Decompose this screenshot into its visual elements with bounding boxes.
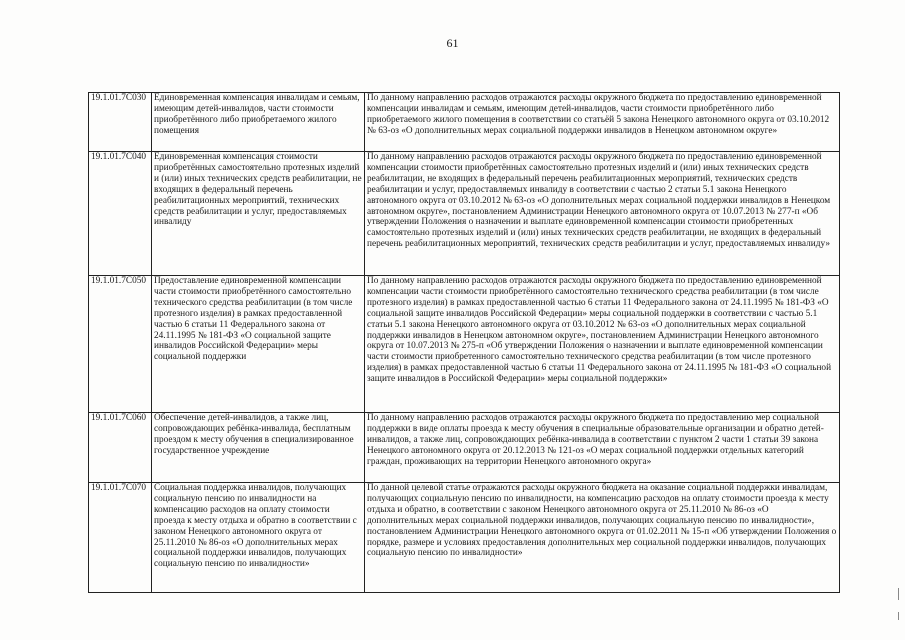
table-row bbox=[89, 276, 840, 413]
scan-edge-mark bbox=[898, 612, 899, 620]
target-item-description: По данному направлению расходов отражаются расходы окружного бюджета по предоставлению единовременной компенсации инвалидам и семьям, имеющим детей-инвалидов, части стоимости приобретённого либо приобретаемого жилого помещения в соответствии со статьёй 5 закона Ненецкого автономного округа от 03.10.2012 № 63-оз «О дополнительных мерах социальной поддержки инвалидов в Ненецком автономном округе» bbox=[365, 93, 840, 152]
scan-edge-mark bbox=[898, 588, 899, 600]
target-item-description: По данной целевой статье отражаются расходы окружного бюджета на оказание социальной поддержки инвалидам, получающих социальную пенсию по инвалидности, на компенсацию расходов на оплату стоимости проезда к месту отдыха и обратно, в соответствии с законом Ненецкого автономного округа от 25.11.2010 № 86-оз «О дополнительных мерах социальной поддержки инвалидов, получающих социальную пенсию по инвалидности», постановлением Администрации Ненецкого автономного округа от 01.02.2011 № 15-п «Об утверждении Положения о порядке, размере и условиях предоставления дополнительных мер социальной поддержки инвалидов, получающих социальную пенсию по инвалидности» bbox=[365, 483, 840, 593]
target-item-name: Социальная поддержка инвалидов, получающих социальную пенсию по инвалидности на компенсацию расходов на оплату стоимости проезда к месту отдыха и обратно в соответствии с законом Ненецкого автономного округа от 25.11.2010 № 86-оз «О дополнительных мерах социальной поддержки инвалидов, получающих социальную пенсию по инвалидности» bbox=[152, 483, 365, 593]
target-item-code: 19.1.01.7С040 bbox=[89, 152, 152, 276]
target-item-name: Единовременная компенсация инвалидам и семьям, имеющим детей-инвалидов, части стоимости приобретённого либо приобретаемого жилого помещения bbox=[152, 93, 365, 152]
table-row bbox=[89, 152, 840, 276]
table-row bbox=[89, 483, 840, 593]
target-item-code: 19.1.01.7С060 bbox=[89, 413, 152, 483]
table-row bbox=[89, 413, 840, 483]
budget-classification-table bbox=[88, 92, 840, 593]
target-item-code: 19.1.01.7С070 bbox=[89, 483, 152, 593]
target-item-code: 19.1.01.7С030 bbox=[89, 93, 152, 152]
target-item-description: По данному направлению расходов отражаются расходы окружного бюджета по предоставлению единовременной компенсации стоимости приобретённых самостоятельно протезных изделий и (или) иных технических средств реабилитации, не входящих в федеральный перечень реабилитационных мероприятий, технических средств реабилитации и услуг, предоставляемых инвалиду в соответствии с частью 2 статьи 5.1 закона Ненецкого автономного округа от 03.10.2012 № 63-оз «О дополнительных мерах социальной поддержки инвалидов в Ненецком автономном округе», постановлением Администрации Ненецкого автономного округа от 10.07.2013 № 277-п «Об утверждении Положения о назначении и выплате единовременной компенсации стоимости приобретенных самостоятельно протезных изделий и (или) иных технических средств реабилитации, не входящих в федеральный перечень реабилитационных мероприятий, технических средств реабилитации и услуг, предоставляемых инвалиду» bbox=[365, 152, 840, 276]
target-item-name: Единовременная компенсация стоимости приобретённых самостоятельно протезных изделий и (или) иных технических средств реабилитации, не входящих в федеральный перечень реабилитационных мероприятий, технических средств реабилитации и услуг, предоставляемых инвалиду bbox=[152, 152, 365, 276]
target-item-description: По данному направлению расходов отражаются расходы окружного бюджета по предоставлению единовременной компенсации части стоимости приобретённого самостоятельно технического средства реабилитации (в том числе протезного изделия) в рамках предоставленной частью 6 статьи 11 Федерального закона от 24.11.1995 № 181-ФЗ «О социальной защите инвалидов Российской Федерации» меры социальной поддержки в соответствии с частью 5.1 статьи 5.1 закона Ненецкого автономного округа от 03.10.2012 № 63-оз «О дополнительных мерах социальной поддержки инвалидов в Ненецком автономном округе», постановлением Администрации Ненецкого автономного округа от 10.07.2013 № 275-п «Об утверждении Положения о назначении и выплате единовременной компенсации части стоимости приобретенного самостоятельно технического средства реабилитации (в том числе протезного изделия) в рамках предоставленной частью 6 статьи 11 Федерального закона от 24.11.1995 № 181-ФЗ «О социальной защите инвалидов в Российской Федерации» меры социальной поддержки» bbox=[365, 276, 840, 413]
target-item-description: По данному направлению расходов отражаются расходы окружного бюджета по предоставлению мер социальной поддержки в виде оплаты проезда к месту обучения в специальные образовательные организации и обратно детей-инвалидов, а также лиц, сопровождающих ребёнка-инвалида в соответствии с пунктом 2 части 1 статьи 39 закона Ненецкого автономного округа от 20.12.2013 № 121-оз «О мерах социальной поддержки отдельных категорий граждан, проживающих на территории Ненецкого автономного округа» bbox=[365, 413, 840, 483]
target-item-code: 19.1.01.7С050 bbox=[89, 276, 152, 413]
target-item-name: Обеспечение детей-инвалидов, а также лиц, сопровождающих ребёнка-инвалида, бесплатным проездом к месту обучения в специализированное государственное учреждение bbox=[152, 413, 365, 483]
table-row bbox=[89, 93, 840, 152]
page-number: 61 bbox=[446, 36, 459, 50]
target-item-name: Предоставление единовременной компенсации части стоимости приобретённого самостоятельно технического средства реабилитации (в том числе протезного изделия) в рамках предоставленной частью 6 статьи 11 Федерального закона от 24.11.1995 № 181-ФЗ «О социальной защите инвалидов Российской Федерации» меры социальной поддержки bbox=[152, 276, 365, 413]
